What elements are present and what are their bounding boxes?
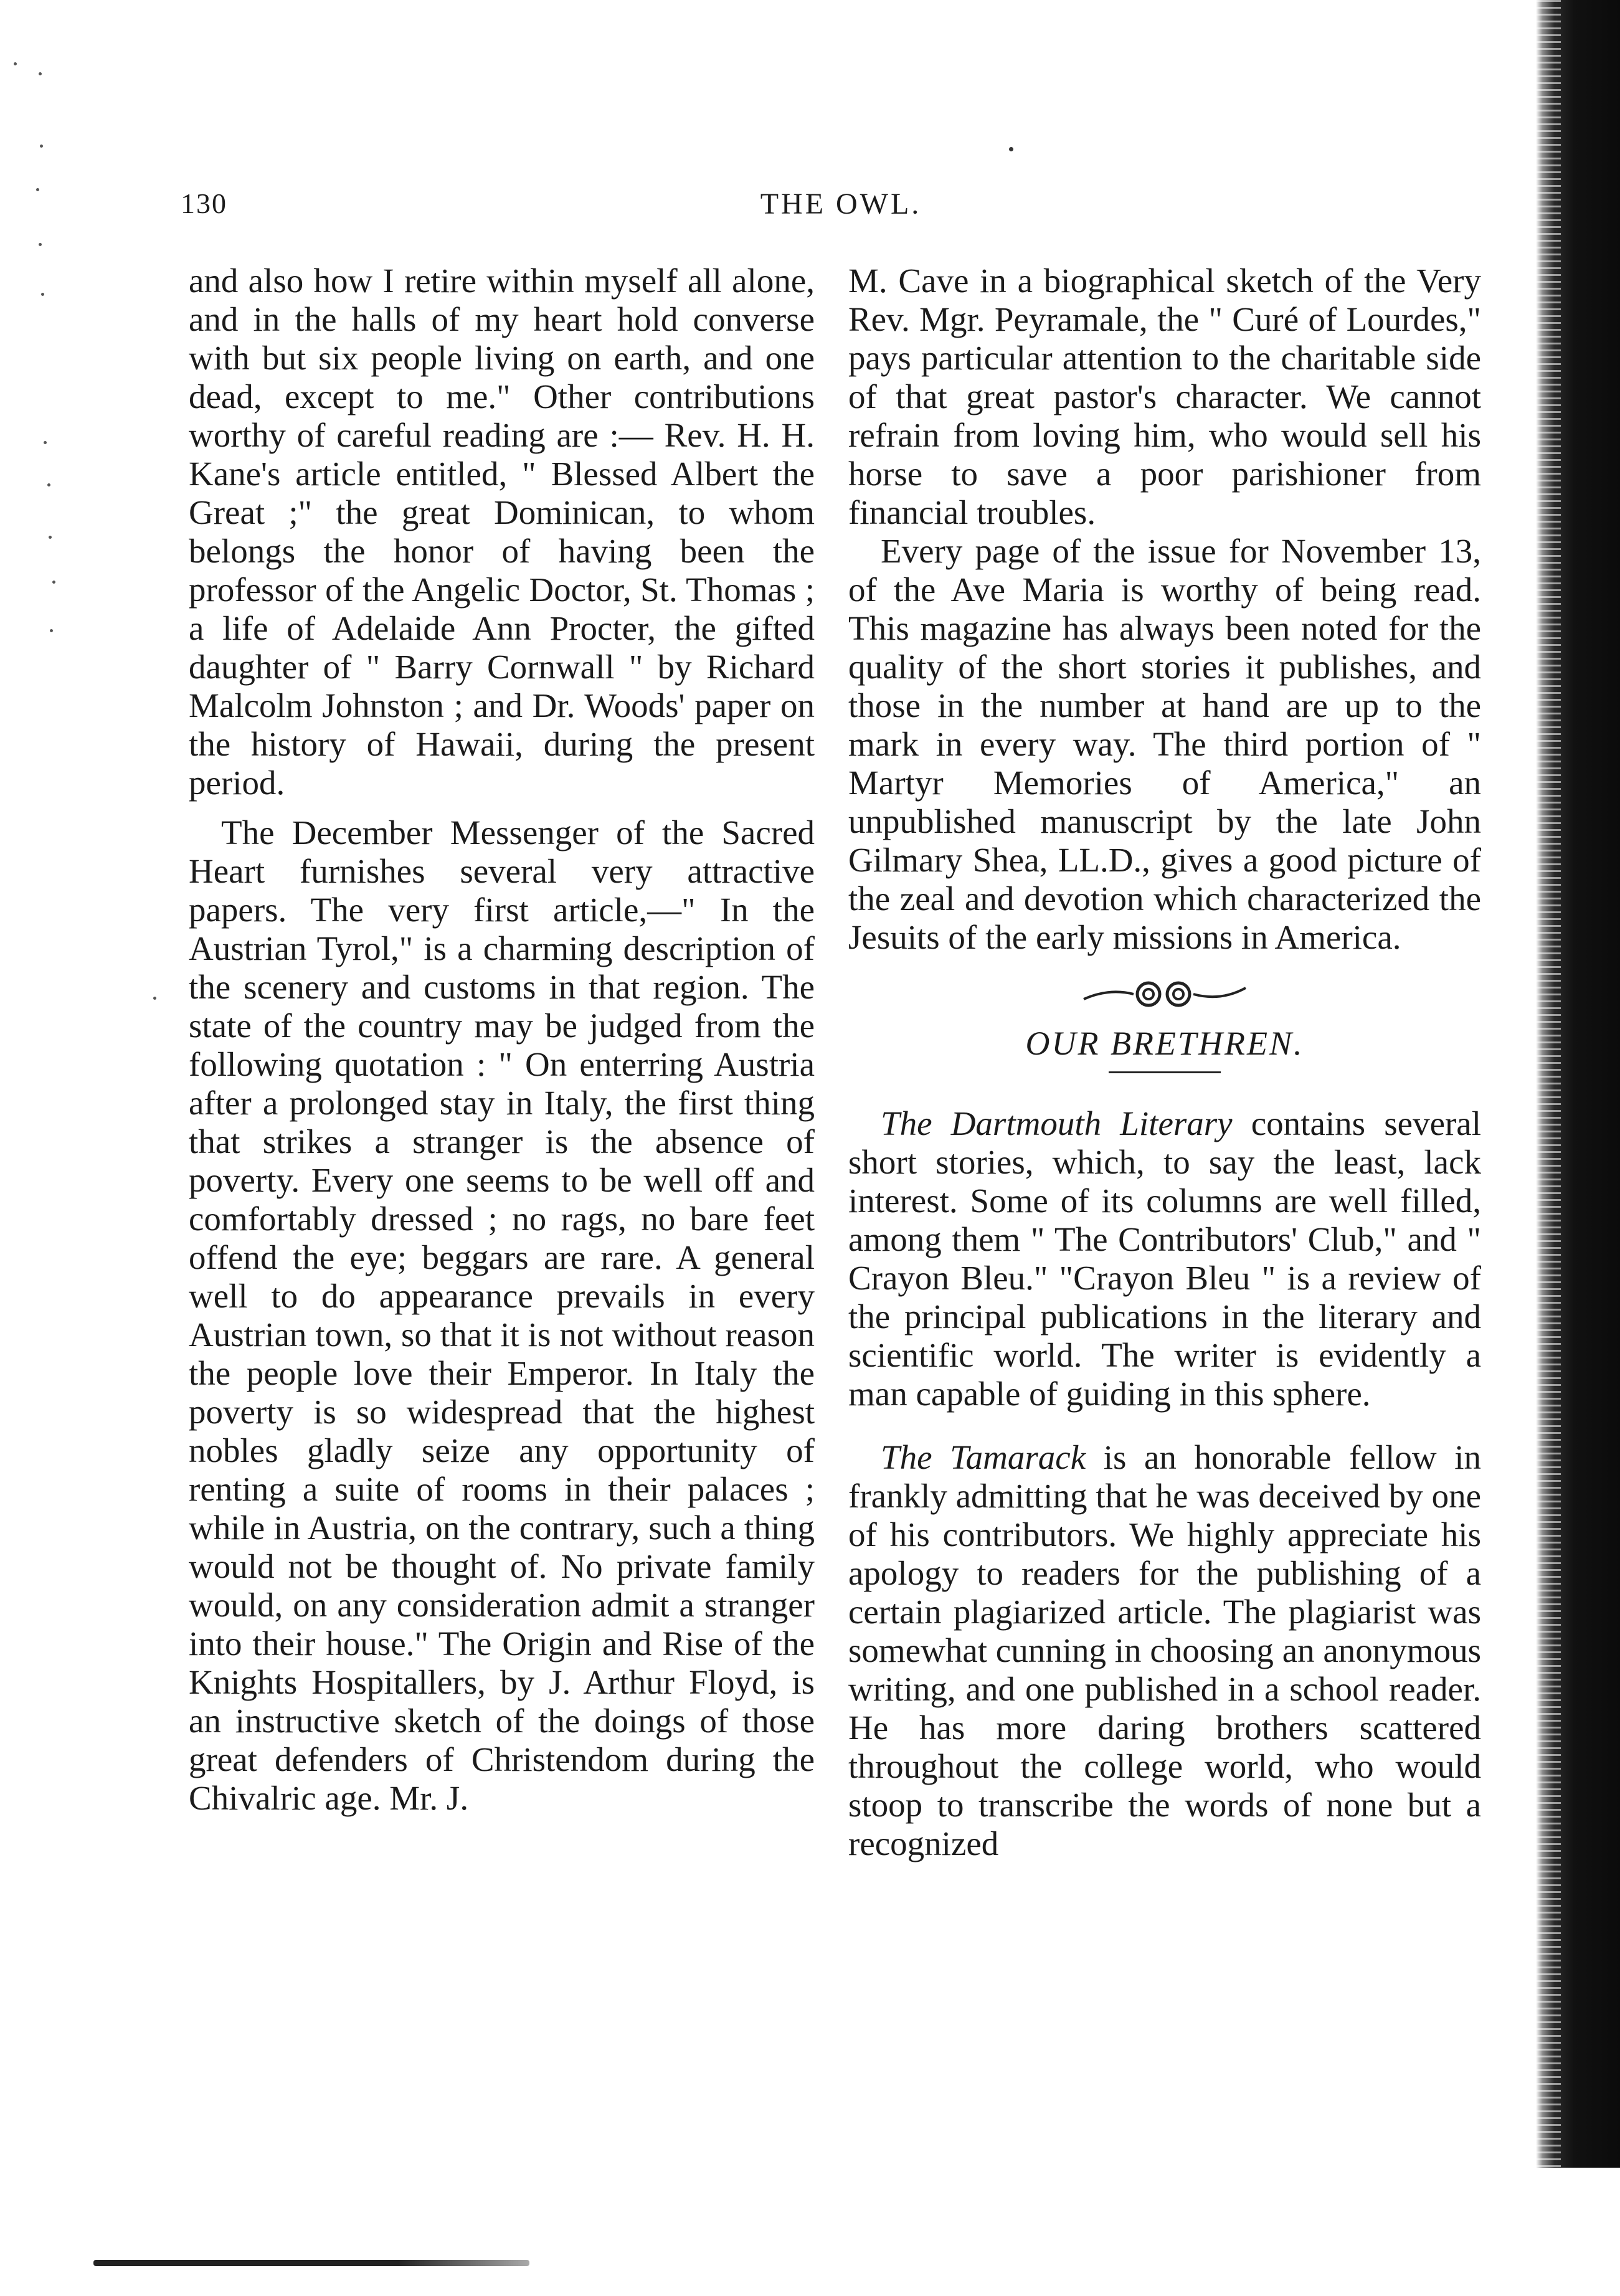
paragraph-text: contains several short stories, which, to say the least, lack interest. Some of its columns are well filled, among them " The Contributors' Club," and " Crayon Bleu." "Crayon Bleu " is a review of the principal publications in the literary and scientific world. The writer is evidently a man capable of guiding in this sphere.: [848, 1104, 1481, 1413]
scan-shadow-edge: [1536, 0, 1620, 2168]
paragraph: Every page of the issue for November 13, of the Ave Maria is worthy of being read. This magazine has always been noted for the quality of the short stories it publishes, and those in the number at hand are up to the mark in every way. The third portion of " Martyr Memories of America," an unpublished manuscript by the late John Gilmary Shea, LL.D., gives a good picture of the zeal and devotion which characterized the Jesuits of the early missions in America.: [848, 532, 1481, 956]
paragraph: and also how I retire within myself all alone, and in the halls of my heart hold converse with but six people living on earth, and one dead, except to me." Other contributions worthy of careful reading are :— Rev. H. H. Kane's article entitled, " Blessed Albert the Great ;" the great Dominican, to whom belongs the honor of having been the professor of the Angelic Doctor, St. Thomas ; a life of Adelaide Ann Procter, the gifted daughter of " Barry Cornwall " by Richard Malcolm Johnston ; and Dr. Woods' paper on the history of Hawaii, during the present period.: [189, 262, 815, 802]
paragraph-gap: [848, 1413, 1481, 1438]
paragraph: [848, 1438, 1481, 1863]
magazine-title: The Dartmouth Literary: [881, 1104, 1233, 1142]
scan-bottom-mark: [93, 2260, 529, 2266]
section-heading: OUR BRETHREN.: [1025, 1025, 1304, 1062]
scan-speck: [1009, 147, 1013, 151]
magazine-title: The Tamarack: [881, 1438, 1086, 1476]
left-column: [189, 262, 815, 1818]
paragraph-text: is an honorable fellow in frankly admitting that he was deceived by one of his contributors. We highly appreciate his apology to readers for the publishing of a certain plagiarized article. The plagiarist was somewhat cunning in choosing an anonymous writing, and one published in a school reader. He has more daring brothers scattered throughout the college world, who would stoop to transcribe the words of none but a recognized: [848, 1438, 1481, 1862]
paragraph: The December Messenger of the Sacred Heart furnishes several very attractive papers. The very first article,—" In the Austrian Tyrol," is a charming description of the scenery and customs in that region. The state of the country may be judged from the following quotation : " On enterring Austria after a prolonged stay in Italy, the first thing that strikes a stranger is the absence of poverty. Every one seems to be well off and comfortably dressed ; no rags, no bare feet offend the eye; beggars are rare. A general well to do appearance prevails in every Austrian town, so that it is not without reason the people love their Emperor. In Italy the poverty is so widespread that the highest nobles gladly seize any opportunity of renting a suite of rooms in their palaces ; while in Austria, on the contrary, such a thing would not be thought of. No private family would, on any consideration admit a stranger into their house." The Origin and Rise of the Knights Hospitallers, by J. Arthur Floyd, is an instructive sketch of the doings of those great defenders of Christendom during the Chivalric age. Mr. J.: [189, 814, 815, 1817]
paragraph: M. Cave in a biographical sketch of the Very Rev. Mgr. Peyramale, the " Curé of Lourdes," pays particular attention to the charitable side of that great pastor's character. We cannot refrain from loving him, who would sell his horse to save a poor parishioner from financial troubles.: [848, 262, 1481, 531]
right-column: [848, 262, 1481, 1863]
scan-margin-specks: [0, 0, 75, 934]
section-ornament-icon: [1071, 975, 1258, 1013]
paragraph: [848, 1104, 1481, 1413]
heading-rule: [1109, 1071, 1221, 1073]
running-head: [181, 187, 1501, 230]
page-number: 130: [181, 187, 227, 219]
journal-title: THE OWL.: [760, 187, 922, 221]
